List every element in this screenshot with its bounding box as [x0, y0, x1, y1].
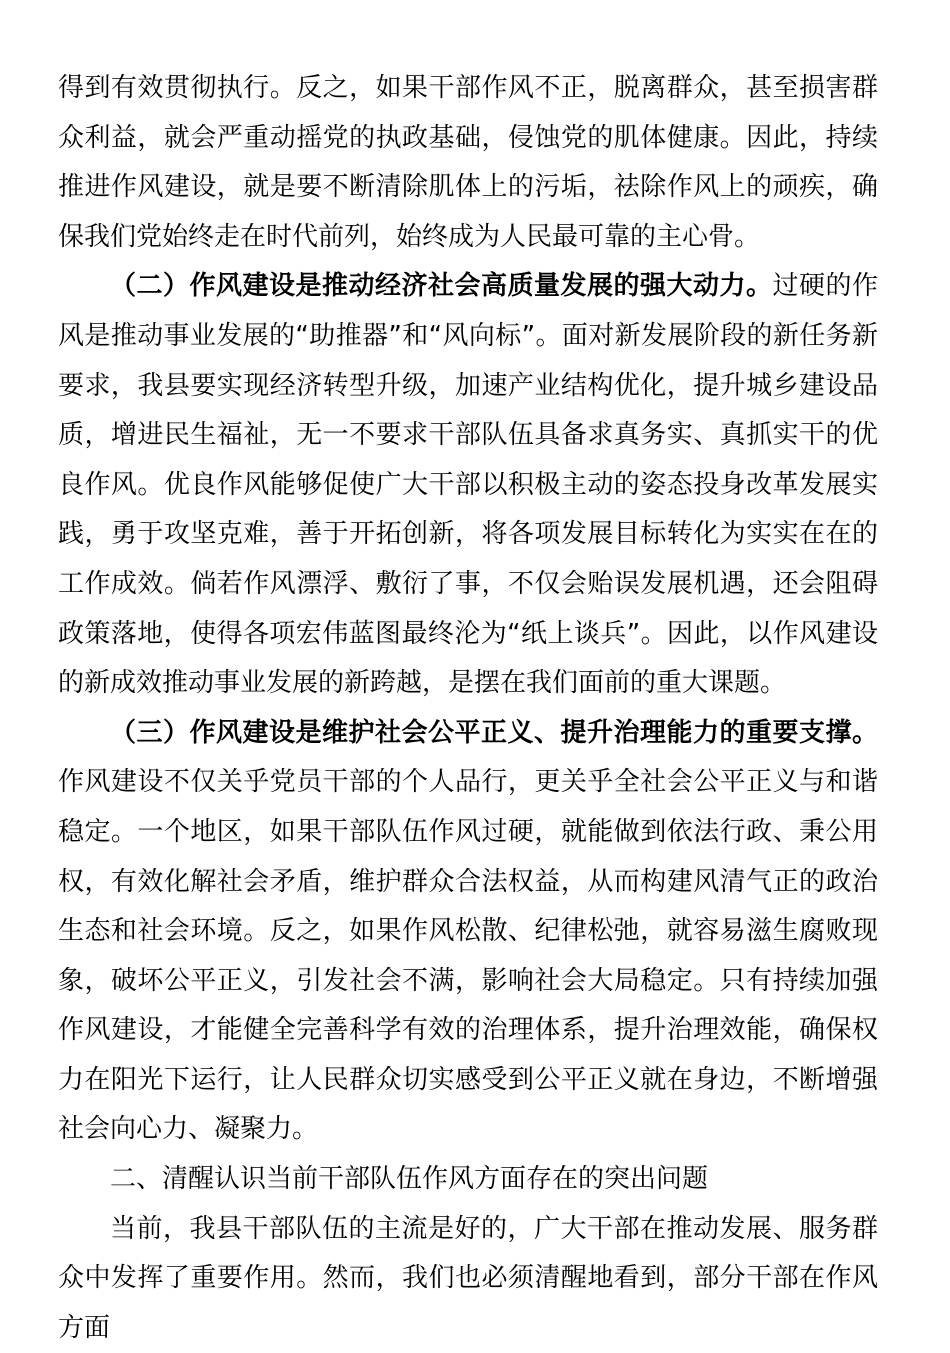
chapter-heading-two: [58, 1155, 878, 1205]
heading-text: 二、清醒认识当前干部队伍作风方面存在的突出问题: [110, 1164, 709, 1195]
section-heading-three: （三）作风建设是维护社会公平正义、提升治理能力的重要支撑。: [110, 717, 878, 748]
paragraph-section-two: [58, 262, 878, 708]
section-heading-two: （二）作风建设是推动经济社会高质量发展的强大动力。: [110, 271, 773, 302]
paragraph-continuation: [58, 64, 878, 262]
paragraph-text: 得到有效贯彻执行。反之，如果干部作风不正，脱离群众，甚至损害群众利益，就会严重动摇党的执政基础，侵蚀党的肌体健康。因此，持续推进作风建设，就是要不断清除肌体上的污垢，祛除作风上的顽疾，确保我们党始终走在时代前列，始终成为人民最可靠的主心骨。: [58, 73, 878, 252]
paragraph-text: 过硬的作风是推动事业发展的“助推器”和“风向标”。面对新发展阶段的新任务新要求，我县要实现经济转型升级，加速产业结构优化，提升城乡建设品质，增进民生福祉，无一不要求干部队伍具备求真务实、真抓实干的优良作风。优良作风能够促使广大干部以积极主动的姿态投身改革发展实践，勇于攻坚克难，善于开拓创新，将各项发展目标转化为实实在在的工作成效。倘若作风漂浮、敷衍了事，不仅会贻误发展机遇，还会阻碍政策落地，使得各项宏伟蓝图最终沦为“纸上谈兵”。因此，以作风建设的新成效推动事业发展的新跨越，是摆在我们面前的重大课题。: [58, 271, 878, 699]
paragraph-section-three: [58, 709, 878, 1155]
document-page: [58, 64, 878, 1353]
paragraph-text: 作风建设不仅关乎党员干部的个人品行，更关乎全社会公平正义与和谐稳定。一个地区，如果干部队伍作风过硬，就能做到依法行政、秉公用权，有效化解社会矛盾，维护群众合法权益，从而构建风清气正的政治生态和社会环境。反之，如果作风松散、纪律松弛，就容易滋生腐败现象，破坏公平正义，引发社会不满，影响社会大局稳定。只有持续加强作风建设，才能健全完善科学有效的治理体系，提升治理效能，确保权力在阳光下运行，让人民群众切实感受到公平正义就在身边，不断增强社会向心力、凝聚力。: [58, 767, 878, 1145]
paragraph-current-status: [58, 1205, 878, 1353]
paragraph-text: 当前，我县干部队伍的主流是好的，广大干部在推动发展、服务群众中发挥了重要作用。然而，我们也必须清醒地看到，部分干部在作风方面: [58, 1213, 878, 1343]
